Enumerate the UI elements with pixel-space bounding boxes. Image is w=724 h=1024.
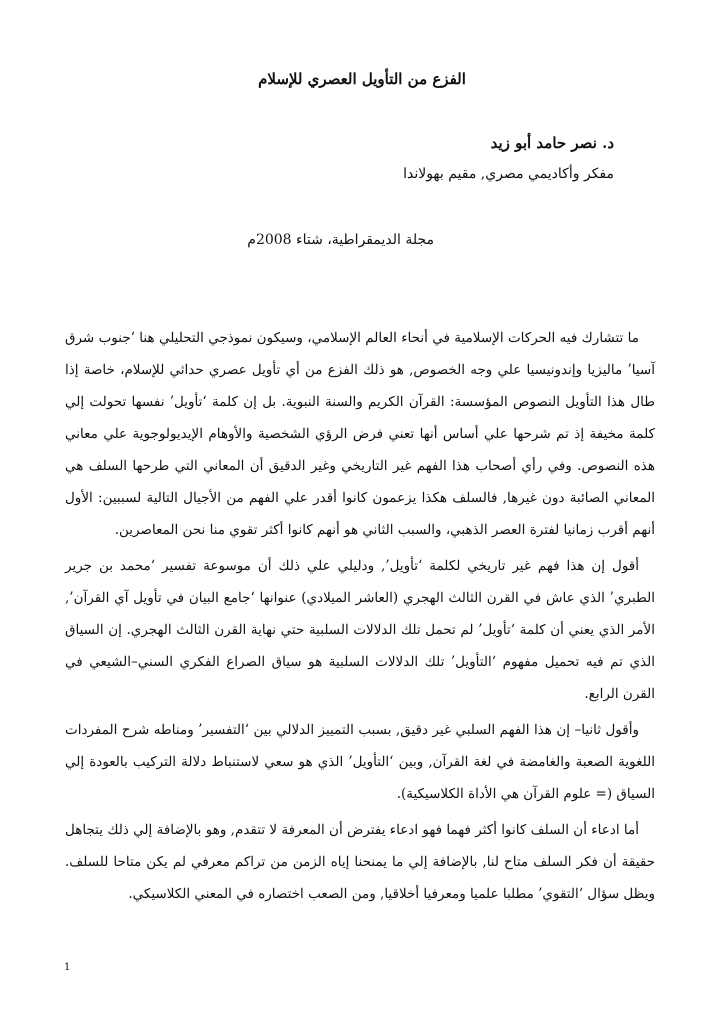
document-body xyxy=(65,322,655,914)
document-title: الفزع من التأويل العصري للإسلام xyxy=(258,70,466,88)
journal-citation: مجلة الديمقراطية، شتاء 2008م xyxy=(247,232,434,248)
paragraph: وأقول ثانيا– إن هذا الفهم السلبي غير دقيق, بسبب التمييز الدلالي بين ‘التفسير’ ومناطه شرح المفردات اللغوية الصعبة والغامضة في لغة القرآن, وبين ‘التأويل’ الذي هو سعي لاستنباط دلالة التركيب بالعودة إلي السياق (= علوم القرآن هي الأداة الكلاسيكية). xyxy=(65,722,655,802)
paragraph: ما تتشارك فيه الحركات الإسلامية في أنحاء العالم الإسلامي، وسيكون نموذجي التحليلي هنا ‘جنوب شرق آسيا’ ماليزيا وإندونيسيا علي وجه الخصوص, هو ذلك الفزع من أي تأويل عصري حداثي للإسلام، خاصة إذا طال هذا التأويل النصوص المؤسسة: القرآن الكريم والسنة النبوية. بل إن كلمة ‘تأويل’ نفسها تحولت إلي كلمة مخيفة إذ تم شرحها علي أساس أنها تعني فرض الرؤي الشخصية والأوهام الإيديولوجوية علي معاني هذه النصوص. وفي رأي أصحاب هذا الفهم غير التاريخي وغير الدقيق أن المعاني التي طرحها السلف هي المعاني الصائبة دون غيرها, فالسلف هكذا يزعمون كانوا أقدر علي الفهم من الأجيال التالية لسببين: الأول أنهم أقرب زمانيا لفترة العصر الذهبي، والسبب الثاني هو أنهم كانوا أكثر تقوي منا نحن المعاصرين. xyxy=(65,330,655,538)
author-name: د. نصر حامد أبو زيد xyxy=(490,134,614,152)
paragraph: أما ادعاء أن السلف كانوا أكثر فهما فهو ادعاء يفترض أن المعرفة لا تتقدم, وهو بالإضافة إلي ذلك يتجاهل حقيقة أن فكر السلف متاح لنا, بالإضافة إلي ما يمنحنا إياه الزمن من تراكم معرفي لم يكن متاحا للسلف. ويظل سؤال ‘التقوي’ مطلبا علميا ومعرفيا أخلاقيا, ومن الصعب اختصاره في المعني الكلاسيكي. xyxy=(65,822,655,902)
page-number: 1 xyxy=(64,962,71,973)
author-affiliation: مفكر وأكاديمي مصري, مقيم بهولاندا xyxy=(403,166,614,182)
paragraph: أقول إن هذا فهم غير تاريخي لكلمة ‘تأويل’, ودليلي علي ذلك أن موسوعة تفسير ‘محمد بن جرير الطبري’ الذي عاش في القرن الثالث الهجري (العاشر الميلادي) عنوانها ‘جامع البيان في تأويل آي القرآن’, الأمر الذي يعني أن كلمة ‘تأويل’ لم تحمل تلك الدلالات السلبية حتي نهاية القرن الثالث الهجري. إن السياق الذي تم فيه تحميل مفهوم ‘التأويل’ تلك الدلالات السلبية هو سياق الصراع الفكري السني–الشيعي في القرن الرابع. xyxy=(65,558,655,702)
